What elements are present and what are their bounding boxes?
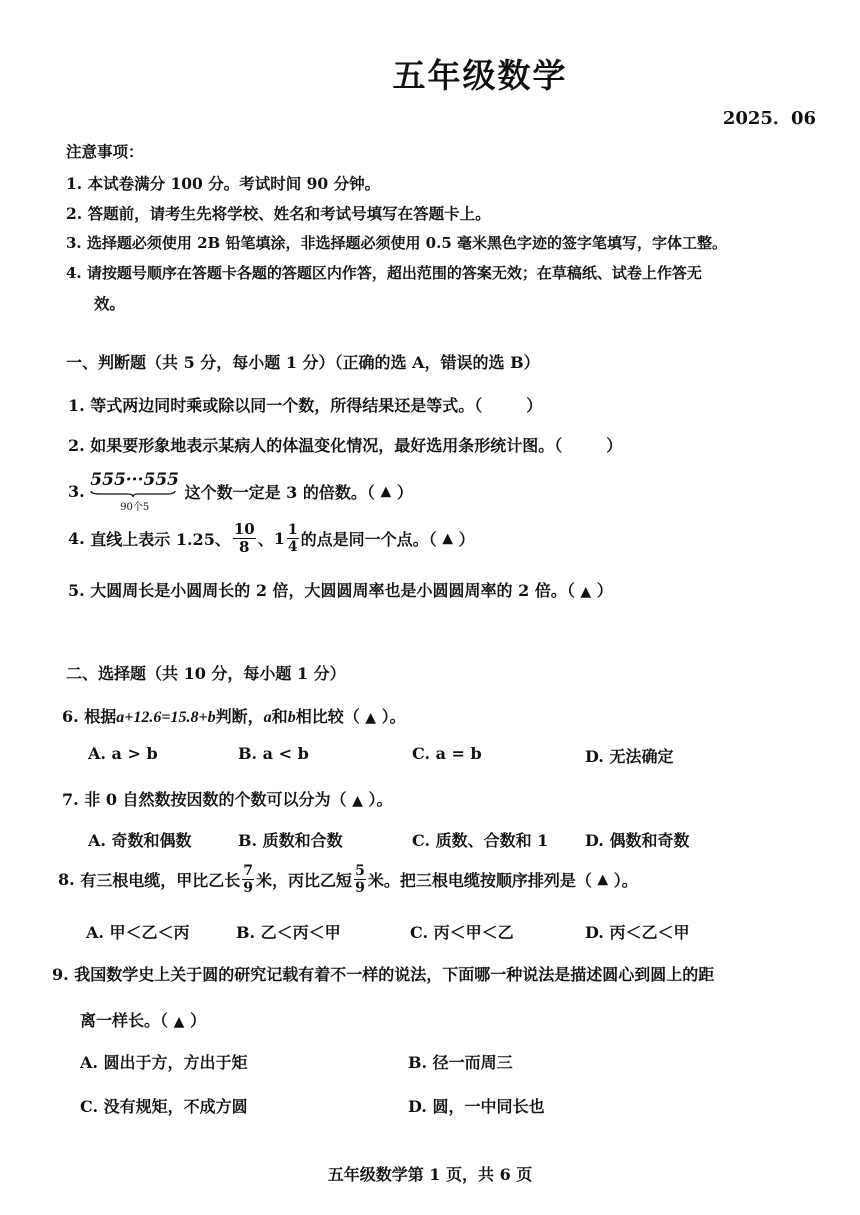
q6-number: 6.	[62, 707, 79, 726]
section1-heading: 一、判断题（共 5 分，每小题 1 分）（正确的选 A，错误的选 B）	[66, 353, 540, 372]
note-item-4-cont: 效。	[94, 294, 126, 313]
q9-line2: 离一样长。（	[80, 1011, 169, 1030]
q7-option-a: A. 奇数和偶数	[88, 831, 192, 850]
q8-pre: 有三根电缆，甲比乙长	[80, 871, 241, 890]
q6-post: 相比较（	[295, 707, 360, 726]
note-item-4: 4. 请按题号顺序在答题卡各题的答题区内作答，超出范围的答案无效；在草稿纸、试卷上作答无	[66, 264, 702, 282]
q9-option-b: B. 径一而周三	[408, 1053, 513, 1072]
q5-close: ）	[596, 581, 613, 600]
q6-mid: 判断，	[215, 707, 264, 726]
page-footer: 五年级数学第 1 页，共 6 页	[327, 1165, 533, 1184]
q3-repeating-number: 555···555	[90, 470, 180, 490]
exam-date: 2025．06	[722, 108, 816, 129]
q6-var-a: a	[263, 709, 272, 726]
q1-text: 等式两边同时乘或除以同一个数，所得结果还是等式。（	[90, 396, 483, 415]
question-1	[68, 393, 542, 416]
q8-post: 米。把三根电缆按顺序排列是（	[367, 871, 592, 890]
q7-text: 非 0 自然数按因数的个数可以分为（	[84, 790, 347, 809]
q9-option-a: A. 圆出于方，方出于矩	[80, 1053, 248, 1072]
fraction-7-9: $\frac{7}{9}$	[243, 863, 254, 896]
note-item-1: 1. 本试卷满分 100 分。考试时间 90 分钟。	[66, 174, 381, 193]
section2-heading: 二、选择题（共 10 分，每小题 1 分）	[66, 664, 346, 683]
q1-number: 1.	[68, 396, 85, 415]
q3-text: 这个数一定是 3 的倍数。（	[184, 483, 375, 502]
answer-mark-icon: ▲	[173, 1014, 185, 1030]
q9-number: 9.	[52, 965, 69, 984]
answer-mark-icon: ▲	[580, 584, 592, 600]
q8-option-d: D. 丙＜乙＜甲	[585, 923, 690, 942]
fraction-5-9: $\frac{5}{9}$	[355, 863, 365, 896]
q3-close: ）	[396, 483, 413, 502]
q6-option-c: C. a = b	[412, 744, 482, 763]
q9-option-d: D. 圆，一中同长也	[408, 1097, 545, 1116]
q6-option-d: D. 无法确定	[585, 747, 674, 766]
q6-pre: 根据	[84, 707, 117, 726]
q8-option-c: C. 丙＜甲＜乙	[410, 923, 514, 942]
question-7	[62, 787, 393, 810]
q7-option-b: B. 质数和合数	[238, 831, 343, 850]
q5-text: 大圆周长是小圆周长的 2 倍，大圆圆周率也是小圆圆周率的 2 倍。（	[90, 581, 575, 600]
q9-line1: 我国数学史上关于圆的研究记载有着不一样的说法，下面哪一种说法是描述圆心到圆上的距	[74, 965, 715, 984]
q5-number: 5.	[68, 581, 85, 600]
answer-mark-icon: ▲	[352, 793, 363, 809]
q6-and: 和	[271, 707, 288, 726]
q6-option-b: B. a < b	[238, 744, 309, 763]
q2-close: ）	[606, 436, 623, 455]
q8-option-a: A. 甲＜乙＜丙	[86, 923, 190, 942]
note-item-3: 3. 选择题必须使用 2B 铅笔填涂，非选择题必须使用 0.5 毫米黑色字迹的签字笔填写，字体工整。	[66, 234, 727, 252]
q3-number-with-brace	[90, 470, 179, 513]
q4-number: 4.	[68, 529, 85, 548]
q9-option-c: C. 没有规矩，不成方圆	[80, 1097, 248, 1116]
q8-close: ）。	[613, 871, 638, 890]
q3-number: 3.	[68, 482, 85, 501]
q8-mid: 米，丙比乙短	[256, 871, 353, 890]
answer-mark-icon: ▲	[442, 530, 453, 547]
q7-option-c: C. 质数、合数和 1	[412, 831, 549, 850]
q2-text: 如果要形象地表示某病人的体温变化情况，最好选用条形统计图。（	[90, 436, 563, 455]
fraction-10-8: $\frac{10}{8}$	[233, 520, 255, 556]
fraction-1-4: $\frac{1}{4}$	[287, 522, 298, 555]
q6-var-b: b	[287, 709, 296, 726]
question-5	[68, 578, 613, 601]
question-9-cont	[80, 1008, 206, 1031]
question-2	[68, 433, 622, 456]
q6-equation: a+12.6=15.8+b	[116, 709, 216, 726]
question-3	[68, 470, 413, 513]
notes-heading: 注意事项：	[66, 142, 144, 161]
q6-option-a: A. a > b	[88, 744, 158, 763]
q7-option-d: D. 偶数和奇数	[585, 831, 690, 850]
q6-close: ）。	[381, 707, 406, 726]
q2-number: 2.	[68, 436, 85, 455]
q4-pre: 直线上表示 1.25、	[90, 530, 231, 549]
q7-number: 7.	[62, 790, 79, 809]
q3-brace-label: 90个5	[120, 502, 150, 513]
q4-close: ）	[458, 530, 475, 549]
page-title: 五年级数学	[392, 56, 568, 95]
q8-number: 8.	[58, 870, 75, 889]
q9-close: ）	[189, 1011, 206, 1030]
answer-mark-icon: ▲	[365, 710, 377, 726]
question-9	[52, 962, 714, 985]
question-6	[62, 704, 406, 727]
note-item-2: 2. 答题前，请考生先将学校、姓名和考试号填写在答题卡上。	[66, 204, 491, 223]
answer-mark-icon: ▲	[380, 483, 392, 500]
question-4	[68, 522, 475, 555]
q1-close: ）	[526, 396, 543, 415]
q7-close: ）。	[368, 790, 393, 809]
q4-post: 的点是同一个点。（	[300, 530, 437, 549]
answer-mark-icon: ▲	[597, 871, 609, 888]
q4-sep: 、	[257, 530, 274, 549]
underbrace-icon	[90, 490, 176, 498]
mixed-whole: 1	[273, 529, 285, 548]
question-8	[58, 864, 638, 895]
q8-option-b: B. 乙＜丙＜甲	[236, 923, 341, 942]
